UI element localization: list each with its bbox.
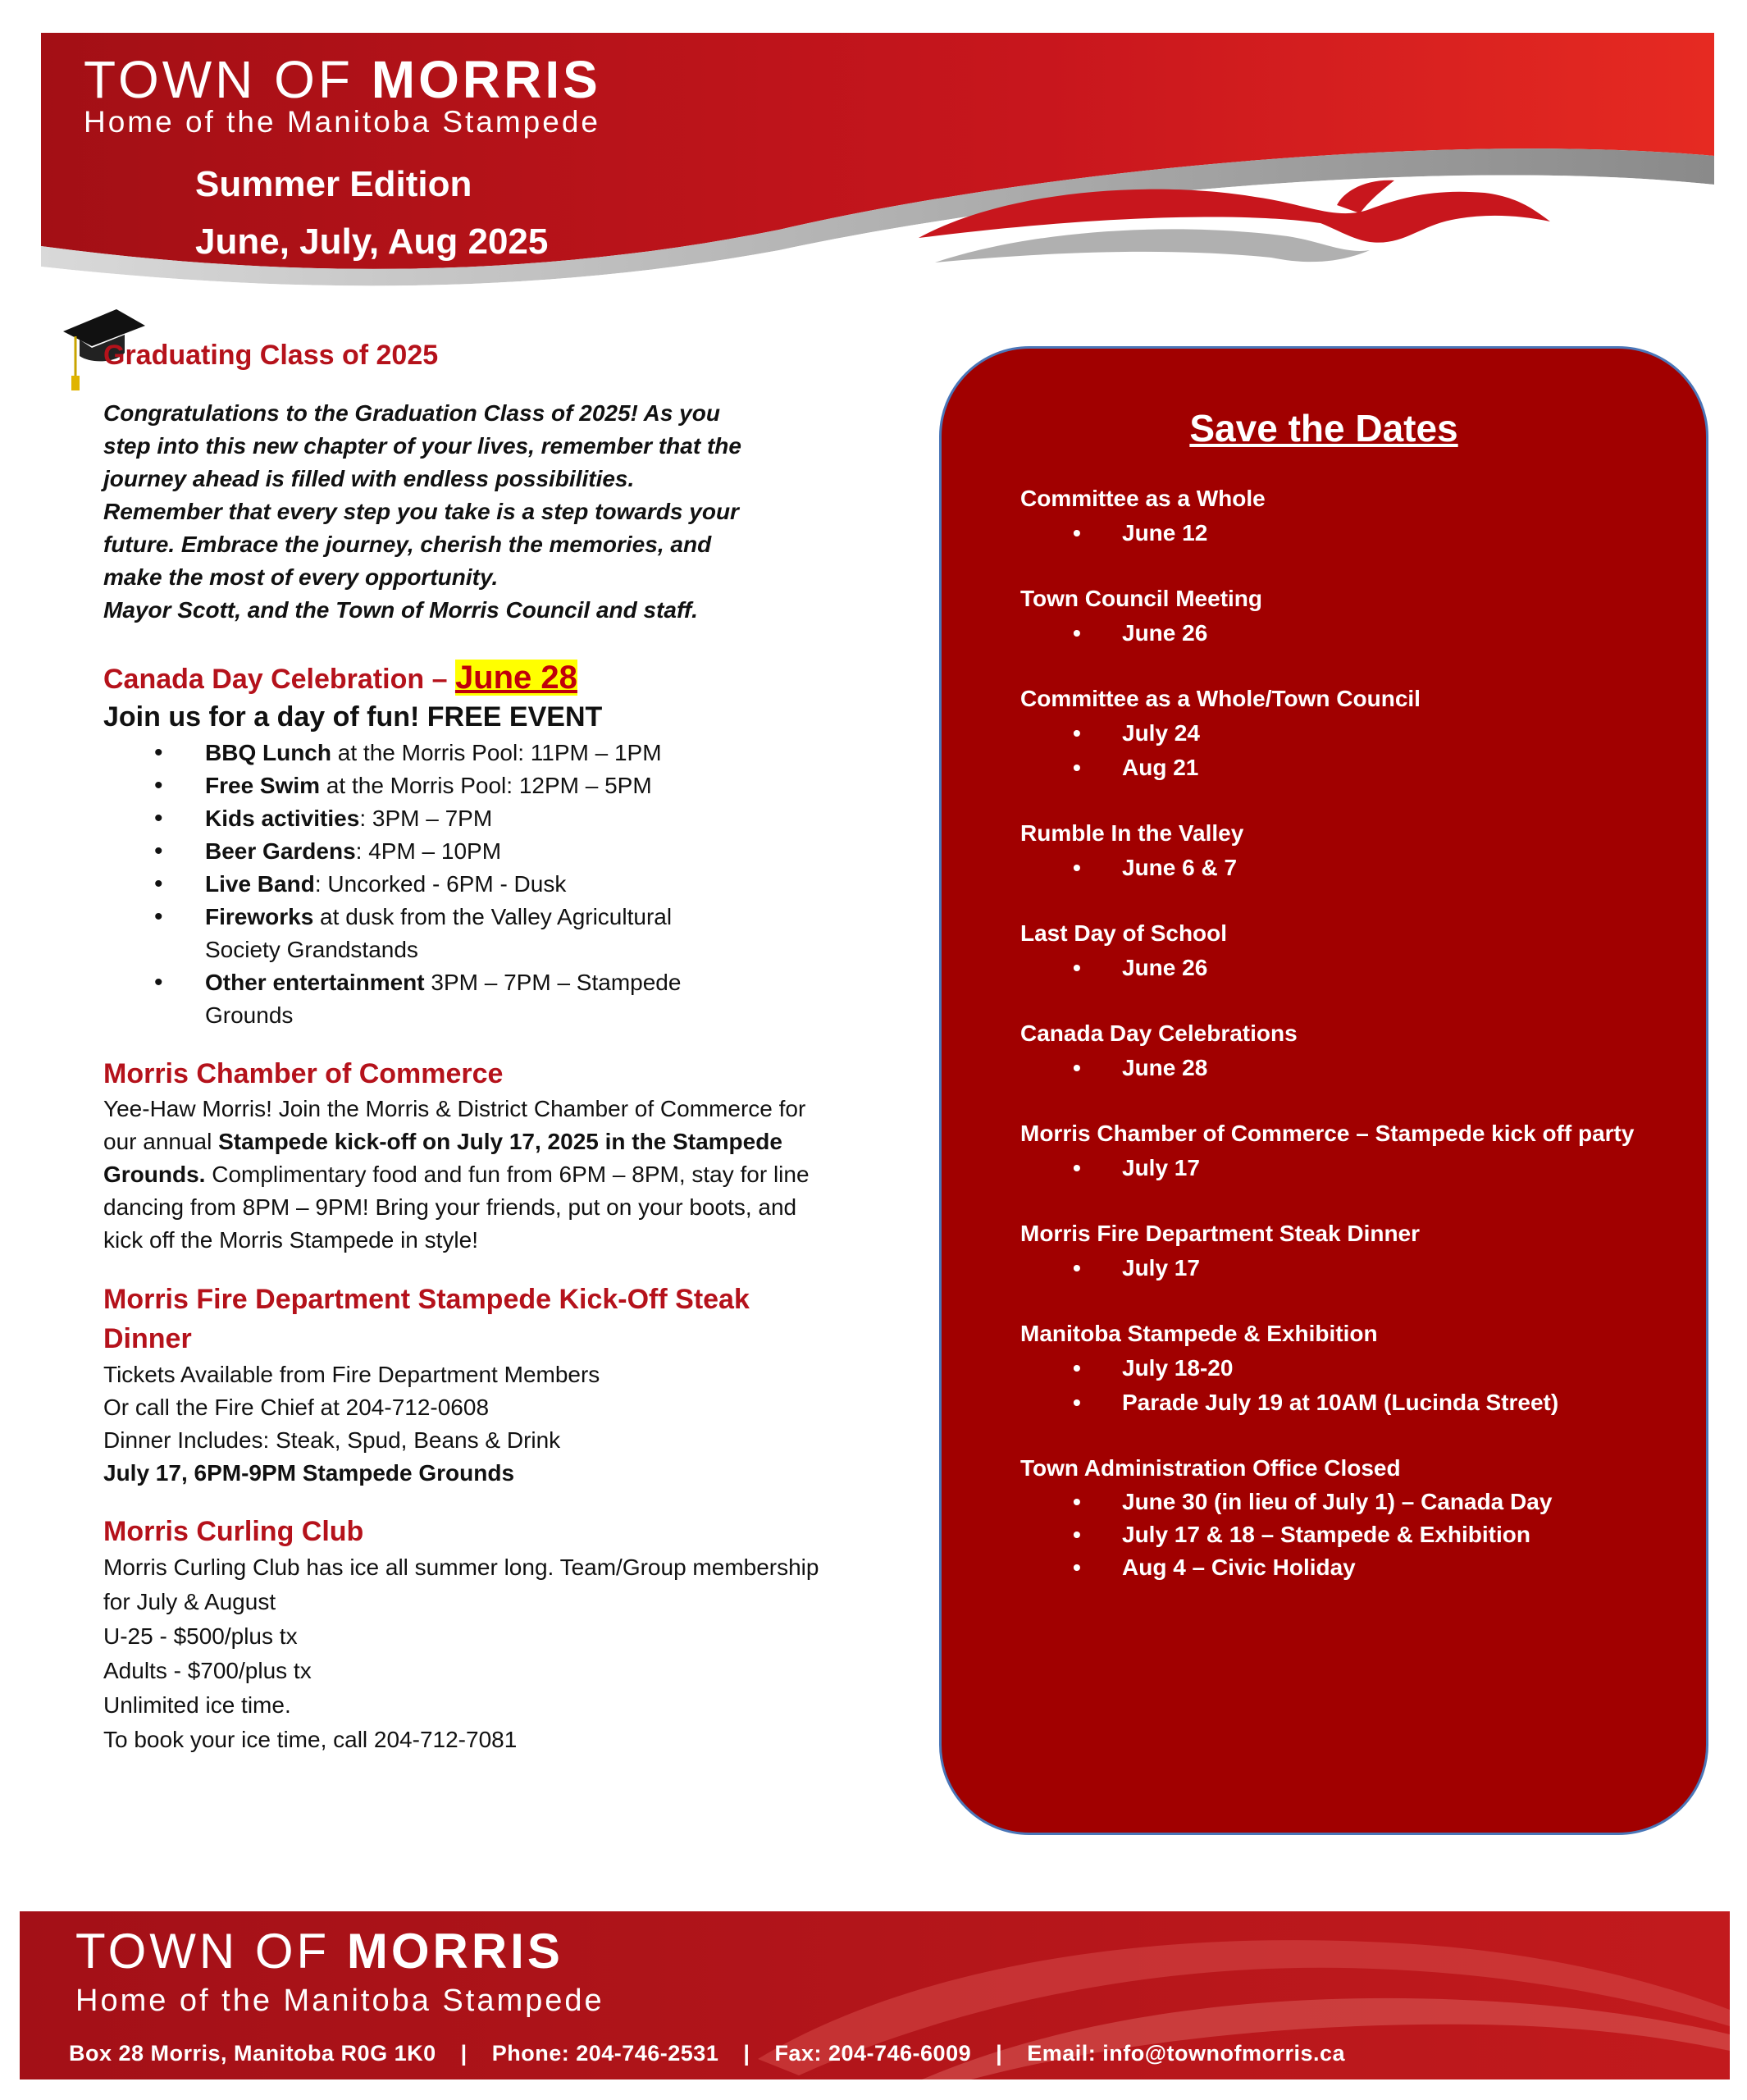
- footer-separator: |: [460, 2041, 468, 2066]
- curling-line: To book your ice time, call 204-712-7081: [103, 1727, 518, 1752]
- save-dates-title: Save the Dates: [1189, 407, 1458, 450]
- canada-day-subtitle: Join us for a day of fun! FREE EVENT: [103, 701, 603, 733]
- curling-line: U-25 - $500/plus tx: [103, 1623, 298, 1649]
- date-item: • Aug 21: [1020, 751, 1676, 785]
- event-name: BBQ Lunch: [205, 740, 331, 765]
- date-item: • June 30 (in lieu of July 1) – Canada Day: [1020, 1486, 1676, 1518]
- fire-dept-section: [103, 1280, 842, 1490]
- fire-dept-date: July 17, 6PM-9PM Stampede Grounds: [103, 1460, 515, 1486]
- date-group-heading: Rumble In the Valley: [1020, 820, 1244, 846]
- date-group-heading: Town Council Meeting: [1020, 586, 1263, 611]
- date-group-heading: Morris Fire Department Steak Dinner: [1020, 1221, 1421, 1246]
- canada-day-title-text: Canada Day Celebration –: [103, 664, 448, 695]
- list-item: [103, 966, 730, 1032]
- header-subtitle: Home of the Manitoba Stampede: [84, 105, 600, 139]
- date-group-heading: Manitoba Stampede & Exhibition: [1020, 1321, 1378, 1346]
- graduation-line: Remember that every step you take is a step towards your: [103, 499, 739, 524]
- chamber-text-bold: Stampede kick-off on July 17, 2025 in the Stampede Grounds.: [103, 1129, 782, 1187]
- footer-address: Box 28 Morris, Manitoba R0G 1K0: [69, 2041, 436, 2066]
- horse-logo-icon: [910, 172, 1567, 287]
- date-group: [1020, 1016, 1676, 1085]
- date-item: • July 24: [1020, 716, 1676, 751]
- graduation-line: Congratulations to the Graduation Class of 2025! As you: [103, 400, 720, 426]
- curling-section: [103, 1513, 842, 1757]
- list-item: [103, 868, 730, 901]
- date-group-heading: Canada Day Celebrations: [1020, 1020, 1298, 1046]
- left-column: [103, 336, 842, 1757]
- list-item: [103, 737, 730, 769]
- curling-line: Morris Curling Club has ice all summer long. Team/Group membership for July & August: [103, 1554, 819, 1614]
- graduation-title: Graduating Class of 2025: [103, 340, 439, 371]
- header-title: [84, 49, 601, 110]
- date-group-heading: Last Day of School: [1020, 920, 1228, 946]
- date-group-heading: Committee as a Whole: [1020, 486, 1266, 511]
- curling-line: Adults - $700/plus tx: [103, 1658, 312, 1683]
- event-name: Free Swim: [205, 773, 321, 798]
- list-item: [103, 901, 730, 966]
- edition-line-1: Summer Edition: [195, 164, 472, 204]
- footer-subtitle: Home of the Manitoba Stampede: [75, 1984, 604, 2018]
- event-detail: at dusk from the Valley Agricultural Society Grandstands: [205, 904, 673, 962]
- chamber-text: [103, 1093, 842, 1257]
- graduation-line: Mayor Scott, and the Town of Morris Council and staff.: [103, 597, 698, 623]
- date-group: [1020, 482, 1676, 550]
- date-item: • July 18-20: [1020, 1351, 1676, 1386]
- date-group: [1020, 1116, 1676, 1185]
- date-item: • June 6 & 7: [1020, 851, 1676, 885]
- fire-dept-title: Morris Fire Department Stampede Kick-Off Steak Dinner: [103, 1284, 750, 1354]
- date-item: • June 28: [1020, 1051, 1676, 1085]
- header-title-part1: TOWN OF: [84, 50, 354, 109]
- footer-title: [75, 1923, 563, 1979]
- canada-day-date: June 28: [454, 660, 577, 696]
- chamber-text-part: Complimentary food and fun from 6PM – 8PM, stay for line dancing from 8PM – 9PM! Bring your friends, put on your boots, and kick off the Morris Stampede in style!: [103, 1162, 810, 1253]
- date-group: [1020, 582, 1676, 651]
- date-group-heading: Town Administration Office Closed: [1020, 1455, 1401, 1481]
- graduation-message: [103, 397, 842, 627]
- fire-dept-line: Tickets Available from Fire Department Members: [103, 1362, 600, 1387]
- event-detail: : 4PM – 10PM: [355, 838, 502, 864]
- header-title-part2: MORRIS: [371, 50, 601, 109]
- date-group: [1020, 816, 1676, 885]
- event-detail: at the Morris Pool: 12PM – 5PM: [320, 773, 652, 798]
- chamber-text-part: Yee-Haw Morris! Join the Morris & District Chamber of Commerce for our annual: [103, 1096, 806, 1154]
- graduation-line: make the most of every opportunity.: [103, 564, 499, 590]
- date-item: • July 17: [1020, 1251, 1676, 1285]
- edition-line-2: June, July, Aug 2025: [195, 221, 549, 262]
- graduation-line: journey ahead is filled with endless possibilities.: [103, 466, 635, 491]
- event-detail: : 3PM – 7PM: [359, 806, 493, 831]
- footer-email[interactable]: Email: info@townofmorris.ca: [1027, 2041, 1346, 2066]
- chamber-title: Morris Chamber of Commerce: [103, 1058, 504, 1089]
- graduation-line: step into this new chapter of your lives, remember that the: [103, 433, 741, 459]
- list-item: [103, 769, 730, 802]
- date-group: [1020, 682, 1676, 785]
- footer-phone: Phone: 204-746-2531: [491, 2041, 719, 2066]
- list-item: [103, 802, 730, 835]
- date-item: • Parade July 19 at 10AM (Lucinda Street): [1020, 1386, 1676, 1420]
- fire-dept-line: Dinner Includes: Steak, Spud, Beans & Drink: [103, 1427, 561, 1453]
- save-the-dates-panel: [939, 346, 1708, 1835]
- event-name: Kids activities: [205, 806, 360, 831]
- footer-title-part1: TOWN OF: [75, 1924, 331, 1979]
- date-item: • July 17 & 18 – Stampede & Exhibition: [1020, 1518, 1676, 1551]
- date-group-heading: Morris Chamber of Commerce – Stampede kick off party: [1020, 1121, 1635, 1146]
- date-group: [1020, 1217, 1676, 1285]
- list-item: [103, 835, 730, 868]
- fire-dept-line: Or call the Fire Chief at 204-712-0608: [103, 1395, 490, 1420]
- date-item: • July 17: [1020, 1151, 1676, 1185]
- graduation-line: future. Embrace the journey, cherish the memories, and: [103, 532, 712, 557]
- edition-block: [195, 156, 548, 271]
- event-detail: : Uncorked - 6PM - Dusk: [314, 871, 567, 897]
- save-dates-list: [1020, 482, 1676, 1615]
- canada-day-title: [103, 660, 842, 696]
- event-name: Fireworks: [205, 904, 314, 929]
- date-group: [1020, 916, 1676, 985]
- footer-fax: Fax: 204-746-6009: [774, 2041, 972, 2066]
- date-item: • Aug 4 – Civic Holiday: [1020, 1551, 1676, 1584]
- curling-title: Morris Curling Club: [103, 1516, 364, 1547]
- date-group: [1020, 1451, 1676, 1584]
- footer-banner: [20, 1911, 1730, 2079]
- footer-separator: |: [996, 2041, 1003, 2066]
- date-item: • June 12: [1020, 516, 1676, 550]
- header-banner: [41, 33, 1714, 295]
- footer-separator: |: [743, 2041, 750, 2066]
- date-item: • June 26: [1020, 616, 1676, 651]
- date-group-heading: Committee as a Whole/Town Council: [1020, 686, 1421, 711]
- date-item: • June 26: [1020, 951, 1676, 985]
- canada-day-events: [103, 737, 842, 1032]
- event-name: Other entertainment: [205, 970, 425, 995]
- footer-title-part2: MORRIS: [346, 1924, 563, 1979]
- event-name: Live Band: [205, 871, 315, 897]
- event-detail: 3PM – 7PM – Stampede Grounds: [205, 970, 682, 1028]
- date-group: [1020, 1317, 1676, 1420]
- chamber-section: [103, 1055, 842, 1257]
- event-name: Beer Gardens: [205, 838, 356, 864]
- curling-line: Unlimited ice time.: [103, 1692, 291, 1718]
- footer-contact: [69, 2041, 1345, 2066]
- event-detail: at the Morris Pool: 11PM – 1PM: [331, 740, 662, 765]
